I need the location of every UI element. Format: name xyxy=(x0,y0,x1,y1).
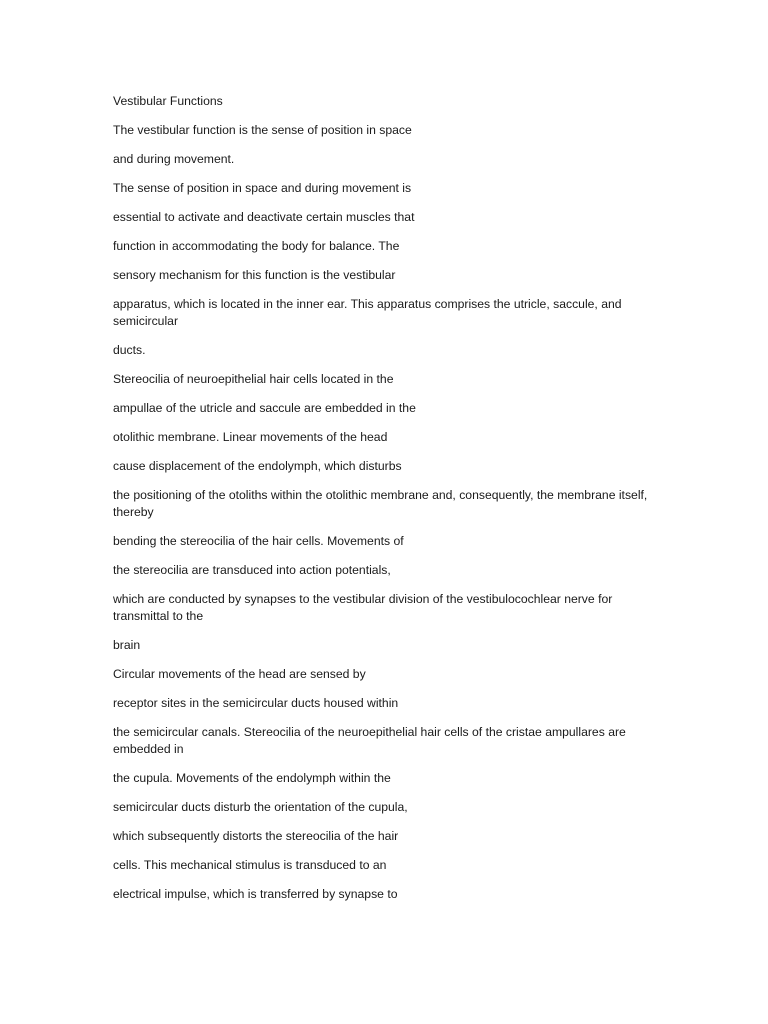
document-title: Vestibular Functions xyxy=(113,94,223,108)
paragraph: which subsequently distorts the stereocilia of the hair xyxy=(113,829,399,843)
paragraph: apparatus, which is located in the inner ear. This apparatus comprises the utricle, saccule, and semicircular xyxy=(113,297,622,328)
paragraph: the positioning of the otoliths within the otolithic membrane and, consequently, the membrane itself, thereby xyxy=(113,488,648,519)
paragraph: the stereocilia are transduced into action potentials, xyxy=(113,563,391,577)
paragraph: function in accommodating the body for balance. The xyxy=(113,239,400,253)
paragraph: and during movement. xyxy=(113,152,235,166)
paragraph: sensory mechanism for this function is the vestibular xyxy=(113,268,396,282)
paragraph: Stereocilia of neuroepithelial hair cells located in the xyxy=(113,372,394,386)
paragraph: otolithic membrane. Linear movements of the head xyxy=(113,430,388,444)
paragraph: cause displacement of the endolymph, which disturbs xyxy=(113,459,402,473)
paragraph: bending the stereocilia of the hair cells. Movements of xyxy=(113,534,404,548)
paragraph: ducts. xyxy=(113,343,146,357)
paragraph: ampullae of the utricle and saccule are embedded in the xyxy=(113,401,416,415)
document-body xyxy=(113,93,658,915)
paragraph: The sense of position in space and during movement is xyxy=(113,181,412,195)
paragraph: the semicircular canals. Stereocilia of the neuroepithelial hair cells of the cristae ampullares are embedded in xyxy=(113,725,626,756)
paragraph: semicircular ducts disturb the orientation of the cupula, xyxy=(113,800,408,814)
paragraph: essential to activate and deactivate certain muscles that xyxy=(113,210,415,224)
paragraph: which are conducted by synapses to the vestibular division of the vestibulocochlear nerve for transmittal to the xyxy=(113,592,613,623)
paragraph: the cupula. Movements of the endolymph within the xyxy=(113,771,391,785)
paragraph: Circular movements of the head are sensed by xyxy=(113,667,366,681)
paragraph: The vestibular function is the sense of position in space xyxy=(113,123,412,137)
paragraph: receptor sites in the semicircular ducts housed within xyxy=(113,696,399,710)
paragraph: cells. This mechanical stimulus is transduced to an xyxy=(113,858,387,872)
paragraph: electrical impulse, which is transferred by synapse to xyxy=(113,887,398,901)
paragraph: brain xyxy=(113,638,141,652)
